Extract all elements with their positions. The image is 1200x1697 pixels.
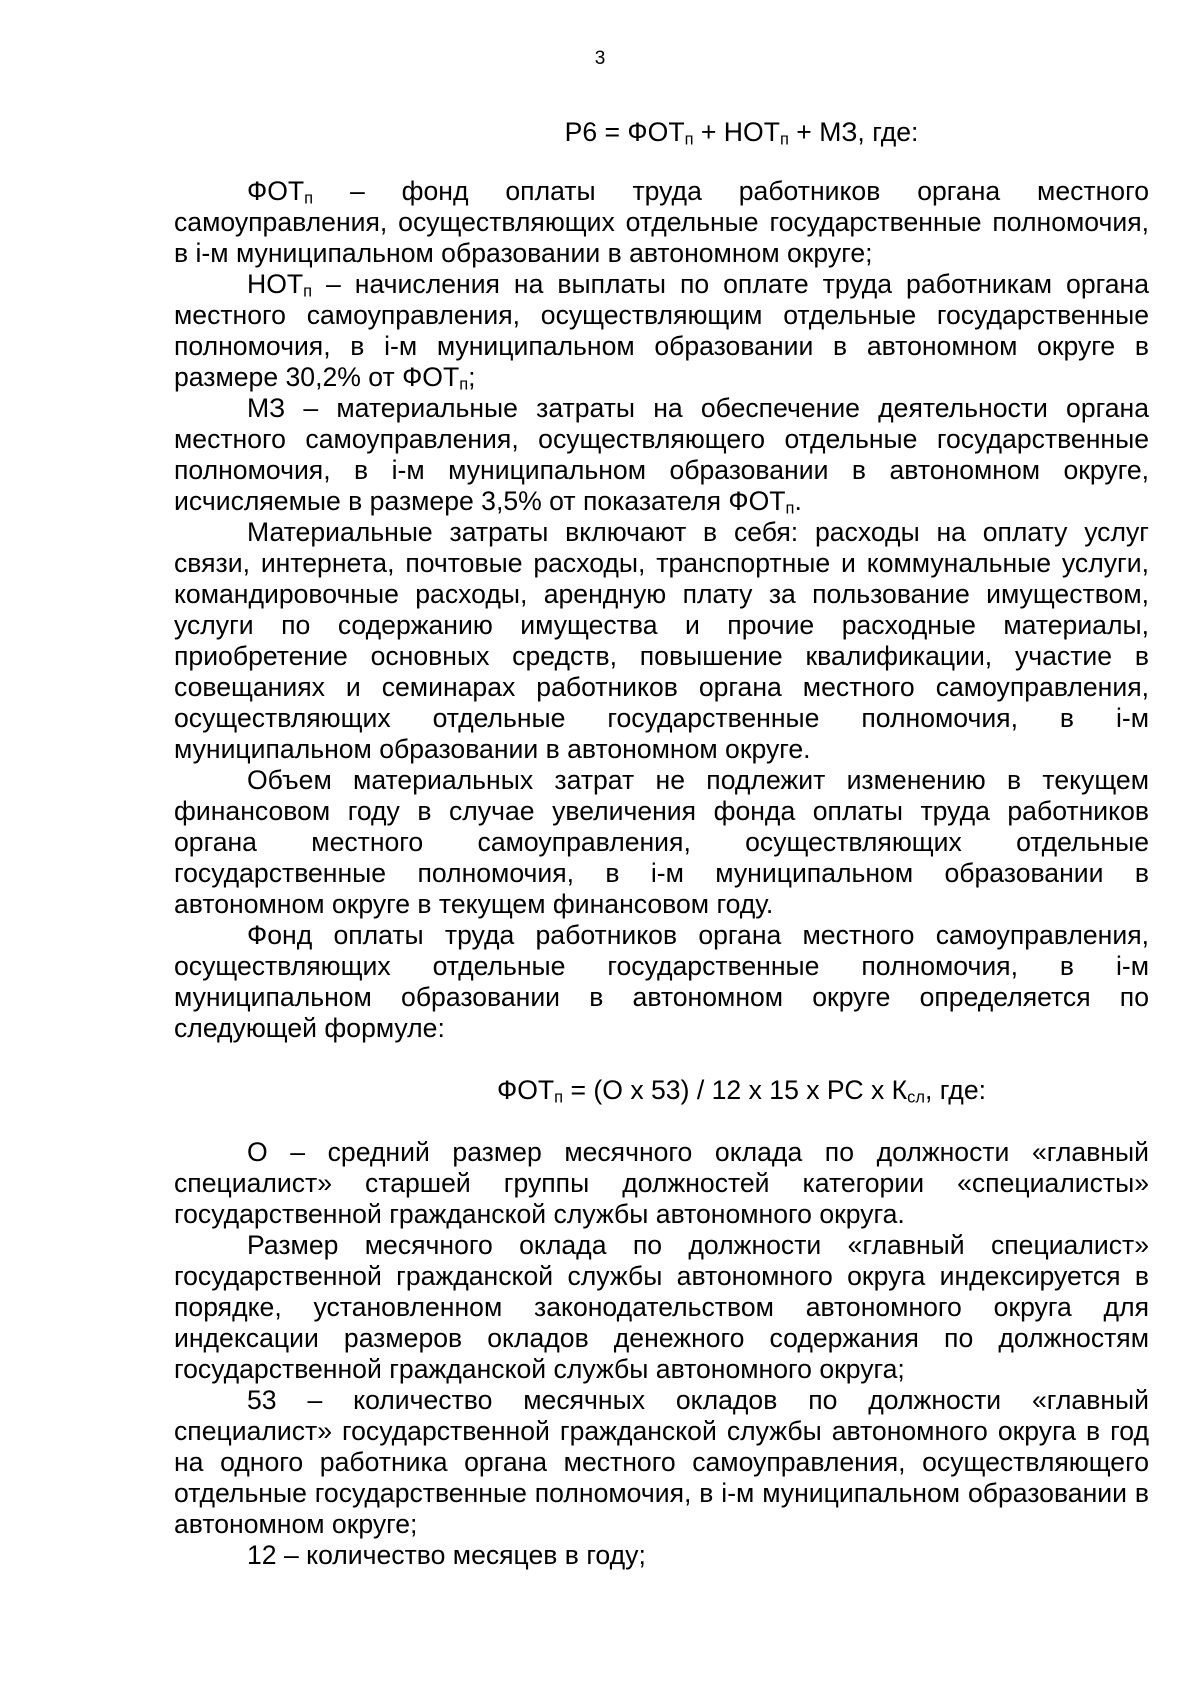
- formula-p6-subscript-1: п: [684, 130, 694, 149]
- fot-term: ФОТ: [247, 176, 305, 206]
- formula-fot-subscript-1: п: [554, 1088, 564, 1107]
- paragraph-mz-definition: [174, 393, 1149, 517]
- formula-p6-part-2: + НОТ: [693, 117, 780, 147]
- mz-definition-text: МЗ – материальные затраты на обеспечение деятельности органа местного самоуправления, осуществляющего отдельные государственные полномочия, в i-м муниципальном образовании в автономном округе, исчисляемые в размере 3,5% от показателя ФОТ: [174, 393, 1149, 516]
- formula-fot-subscript-2: сл: [907, 1088, 926, 1107]
- paragraph-material-costs: Материальные затраты включают в себя: расходы на оплату услуг связи, интернета, почтовые расходы, транспортные и коммунальные услуги, командировочные расходы, арендную плату за пользование имуществом, услуги по содержанию имущества и прочие расходные материалы, приобретение основных средств, повышение квалификации, участие в совещаниях и семинарах работников органа местного самоуправления, осуществляющих отдельные государственные полномочия, в i-м муниципальном образовании в автономном округе.: [174, 517, 1149, 764]
- not-definition-subscript: п: [459, 375, 469, 394]
- formula-fot-part-3: , где:: [925, 1075, 986, 1105]
- paragraph-fot-definition: [174, 176, 1149, 269]
- paragraph-not-definition: [174, 269, 1149, 393]
- formula-p6-subscript-2: п: [779, 130, 789, 149]
- not-definition-text: – начисления на выплаты по оплате труда работникам органа местного самоуправления, осуществляющим отдельные государственные полномочия, в i-м муниципальном образовании в автономном округе в размере 30,2% от ФОТ: [174, 269, 1149, 392]
- paragraph-costs-volume: Объем материальных затрат не подлежит изменению в текущем финансовом году в случае увеличения фонда оплаты труда работников органа местного самоуправления, осуществляющих отдельные государственные полномочия, в i-м муниципальном образовании в автономном округе в текущем финансовом году.: [174, 765, 1149, 919]
- fot-term-subscript: п: [304, 189, 314, 208]
- document-body: [174, 117, 1149, 1571]
- formula-fot-part-2: = (О x 53) / 12 x 15 x РС x К: [563, 1075, 908, 1105]
- formula-fot-part-1: ФОТ: [497, 1075, 555, 1105]
- page-number: 3: [594, 48, 606, 69]
- mz-definition-end: .: [794, 486, 802, 516]
- formula-p6-part-1: Р6 = ФОТ: [564, 117, 685, 147]
- not-definition-end: ;: [468, 362, 476, 392]
- paragraph-53-definition: 53 – количество месячных окладов по должности «главный специалист» государственной гражданской службы автономного округа в год на одного работника органа местного самоуправления, осуществляющего отдельные государственные полномочия, в i-м муниципальном образовании в автономном округе;: [174, 1385, 1149, 1539]
- paragraph-12-definition: 12 – количество месяцев в году;: [247, 1540, 646, 1570]
- formula-p6-part-3: + МЗ, где:: [788, 117, 919, 147]
- mz-definition-subscript: п: [785, 499, 795, 518]
- formula-p6: [174, 117, 1149, 148]
- paragraph-salary-indexation: Размер месячного оклада по должности «главный специалист» государственной гражданской службы автономного округа индексируется в порядке, установленном законодательством автономного округа для индексации размеров окладов денежного содержания по должностям государственной гражданской службы автономного округа;: [174, 1230, 1149, 1384]
- paragraph-o-definition: О – средний размер месячного оклада по должности «главный специалист» старшей группы должностей категории «специалисты» государственной гражданской службы автономного округа.: [174, 1137, 1149, 1229]
- not-term: НОТ: [247, 269, 304, 299]
- formula-fot: [174, 1075, 1149, 1106]
- paragraph-wage-fund: Фонд оплаты труда работников органа местного самоуправления, осуществляющих отдельные государственные полномочия, в i-м муниципальном образовании в автономном округе определяется по следующей формуле:: [174, 920, 1149, 1043]
- fot-definition-text: – фонд оплаты труда работников органа местного самоуправления, осуществляющих отдельные государственные полномочия, в i-м муниципальном образовании в автономном округе;: [174, 176, 1149, 268]
- not-term-subscript: п: [303, 282, 313, 301]
